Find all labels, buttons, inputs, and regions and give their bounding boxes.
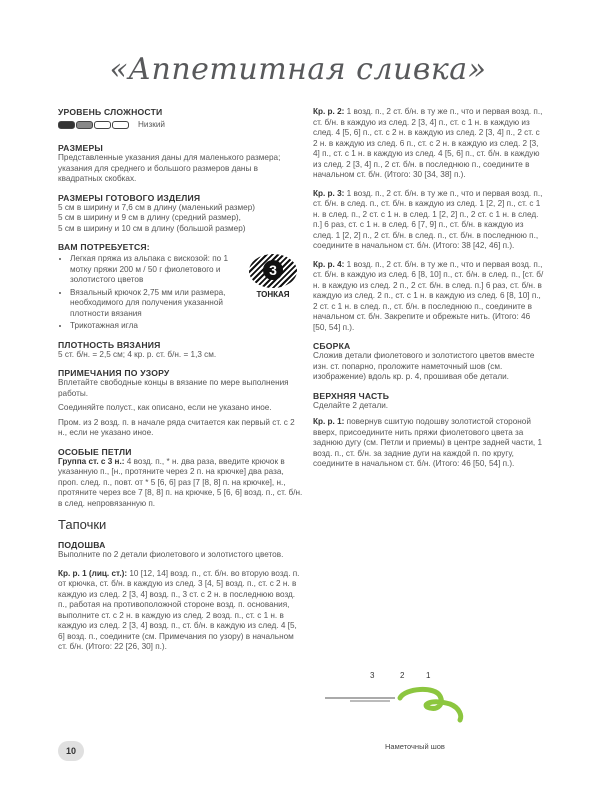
sizes-section	[58, 143, 303, 185]
upper-row1-label: Кр. р. 1:	[313, 417, 345, 426]
special-stitches-section	[58, 447, 303, 510]
upper-heading: ВЕРХНЯЯ ЧАСТЬ	[313, 390, 390, 401]
sole-text: Выполните по 2 детали фиолетового и золотистого цветов.	[58, 550, 284, 559]
yarn-weight-label: ТОНКАЯ	[256, 290, 290, 299]
row4-label: Кр. р. 4:	[313, 259, 345, 269]
difficulty-section	[58, 107, 303, 129]
row3-label: Кр. р. 3:	[313, 188, 345, 198]
notes-heading: ПРИМЕЧАНИЯ ПО УЗОРУ	[58, 368, 170, 378]
special-body: 4 возд. п., * н. два раза, введите крючок в указанную п., [н., протяните через 2 п. на крючке] два раза, проп. след. п., повт. от * 5 [6, 6] раз [7 [8, 8] п. на крючке], н., протяните через все 7 [8, 8] п. на крючке, 5 [6, 6] возд. п., ст. б/н. в след. непровязанную п.	[58, 456, 303, 508]
materials-section	[58, 242, 303, 332]
row1-label: Кр. р. 1 (лиц. ст.):	[58, 568, 128, 578]
sole-section	[58, 540, 303, 561]
materials-list	[58, 254, 245, 332]
row4-text	[313, 260, 545, 334]
page-number: 10	[58, 741, 84, 761]
materials-heading: ВАМ ПОТРЕБУЕТСЯ:	[58, 242, 150, 252]
difficulty-meter	[58, 120, 303, 129]
left-column	[58, 107, 303, 661]
finished-line: 5 см в ширину и 9 см в длину (средний размер),	[58, 213, 241, 222]
sizes-heading: РАЗМЕРЫ	[58, 143, 104, 153]
upper-text: Сделайте 2 детали.	[313, 400, 389, 410]
notes-para: Вплетайте свободные концы в вязание по мере выполнения работы.	[58, 378, 289, 398]
thread-line	[400, 689, 461, 720]
page-title: «Аппетитная сливка»	[109, 52, 487, 87]
sizes-text: Представленные указания даны для маленького размера; указания для среднего и большого размеров даны в квадратных скобках.	[58, 153, 281, 183]
difficulty-label: Низкий	[138, 120, 165, 129]
difficulty-bar	[94, 121, 111, 129]
materials-item: • Вязальный крючок 2,75 мм или размера, необходимого для получения указанной плотности вязания	[70, 288, 245, 320]
slippers-heading: Тапочки	[58, 517, 107, 532]
row3-body: 1 возд. п., 2 ст. б/н. в ту же п., что и первая возд. п., ст. б/н. в след. п., ст. б/н. в каждую из след. 1 [2, 2] п., ст. с 1 н. в след. п., 2 ст. с 1 н. в след. 1 [2, 2] п., 2 ст. с 1 н. в след. п.] 6 раз, ст. с 1 н. в след. 6 [7, 9] п., ст. б/н. в каждую из след. 1 [2, 2] п., 2 ст. б/н. в след. п., ст. б/н. в последнюю п., соедините в начальном ст. б/н. (Итого: 38 [42, 46] п.).	[313, 188, 543, 250]
finished-heading: РАЗМЕРЫ ГОТОВОГО ИЗДЕЛИЯ	[58, 192, 201, 203]
row2-body: 1 возд. п., 2 ст. б/н. в ту же п., что и первая возд. п., ст. б/н. в каждую из след. 2 [3, 4] п., ст. с 1 н. в каждую из след. 4 [5, 6] п., ст. с 2 н. в каждую из след. 2 [3, 4] п., 2 ст. с 2 н. в каждую из след. 6 п., ст. с 2 н. в каждую из след. 2 [3, 4] п., ст. с 1 н. в каждую из след. 4 [5, 6] п., ст. б/н. в каждую из след. 2 [3, 4] п., 2 ст. б/н. в последнюю п., соедините в начальном ст. б/н. (Итого: 30 [34, 38] п.).	[313, 107, 543, 179]
row1-body: 10 [12, 14] возд. п., ст. б/н. во вторую возд. п. от крючка, ст. б/н. в каждую из след. 3 [4, 5] возд. п., ст. с 2 н. в каждую из след. 2 [3, 4] возд. п., 3 ст. с 2 н. в последнюю возд. п., работая на противоположной стороне возд. п. основания, выполните ст. с 2 н. в каждую из след. 2 возд. п., ст. с 1 н. в каждую из след. 2 [3, 4] возд. п., ст. б/н. в каждую из след. 4 [5, 6] возд. п., соедините (см. Примечания по узору) в начальном ст. б/н. (Итого: 22 [26, 30] п.).	[58, 568, 300, 651]
difficulty-bar	[76, 121, 93, 129]
diagram-label-3: 3	[370, 671, 375, 680]
notes-para: Пром. из 2 возд. п. в начале ряда считается как первый ст. с 2 н., если не указано иное.	[58, 417, 295, 437]
row2-section	[313, 107, 545, 181]
difficulty-heading: УРОВЕНЬ СЛОЖНОСТИ	[58, 107, 163, 117]
gauge-text: 5 ст. б/н. = 2,5 см; 4 кр. р. ст. б/н. = 1,3 см.	[58, 349, 217, 359]
sole-heading: ПОДОШВА	[58, 540, 106, 550]
notes-section	[58, 368, 303, 439]
running-stitch-diagram	[320, 668, 470, 728]
assembly-heading: СБОРКА	[313, 341, 351, 351]
row3-text	[313, 189, 545, 252]
finished-line: 5 см в ширину и 7,6 см в длину (маленький размер)	[58, 202, 256, 212]
yarn-weight-number: 3	[263, 260, 283, 280]
row2-label: Кр. р. 2:	[313, 107, 345, 116]
finished-line: 5 см в ширину и 10 см в длину (большой размер)	[58, 223, 246, 233]
special-label: Группа ст. с 3 н.:	[58, 456, 125, 466]
difficulty-bar	[112, 121, 129, 129]
yarn-weight-icon	[248, 254, 298, 299]
notes-para: Соединяйте полуст., как описано, если не указано иное.	[58, 403, 272, 412]
row1-section	[58, 569, 303, 653]
upper-row1-text	[313, 417, 545, 470]
diagram-caption: Наметочный шов	[385, 742, 445, 751]
materials-item: • Легкая пряжа из альпака с вискозой: по 1 мотку пряжи 200 м / 50 г фиолетового и золотистого цветов	[70, 254, 245, 286]
yarn-ball-icon	[249, 254, 297, 288]
difficulty-bar	[58, 121, 75, 129]
assembly-section	[313, 341, 545, 383]
slippers-section	[58, 517, 303, 532]
row3-section	[313, 189, 545, 252]
materials-item: • Трикотажная игла	[70, 321, 245, 332]
diagram-label-2: 2	[400, 671, 405, 680]
right-column	[313, 107, 545, 478]
row2-text	[313, 107, 545, 181]
row1-text	[58, 569, 303, 653]
special-heading: ОСОБЫЕ ПЕТЛИ	[58, 446, 132, 457]
diagram-label-1: 1	[426, 671, 431, 680]
assembly-text: Сложив детали фиолетового и золотистого цветов вместе изн. ст. попарно, проложите наметочный шов (см. изображение) вдоль кр. р. 4, прошивая обе детали.	[313, 351, 535, 381]
special-text	[58, 457, 303, 510]
row4-section	[313, 260, 545, 334]
finished-sizes-section	[58, 193, 303, 235]
gauge-section	[58, 340, 303, 361]
upper-row1-body: повернув сшитую подошву золотистой стороной вверх, присоедините нить пряжи фиолетового цвета за заднюю дугу (см. Петли и приемы) в центре задней части, 1 возд. п., ст. б/н. за задние дуги на каждой п. по кругу, соедините в начальном ст. б/н. (Итого: 46 [50, 54] п.).	[313, 417, 543, 468]
row4-body: 1 возд. п., 2 ст. б/н. в ту же п., что и первая возд. п., ст. б/н. в каждую из след. 6 [8, 10] п., ст. б/н. в след. п., [ст. б/н. в каждую из след. 2 п., 2 ст. б/н. в след. п.] 6 раз, ст. б/н. в каждую из след. 2 п., ст. с 1 н. в каждую из след. 6 [8, 10] п., 2 ст. с 1 н. в след. п., ст. б/н. в последнюю п., соедините в начальном ст. б/н. Закрепите и обрежьте нить. (Итого: 46 [50, 54] п.).	[313, 259, 544, 332]
upper-section	[313, 391, 545, 470]
gauge-heading: ПЛОТНОСТЬ ВЯЗАНИЯ	[58, 339, 161, 350]
